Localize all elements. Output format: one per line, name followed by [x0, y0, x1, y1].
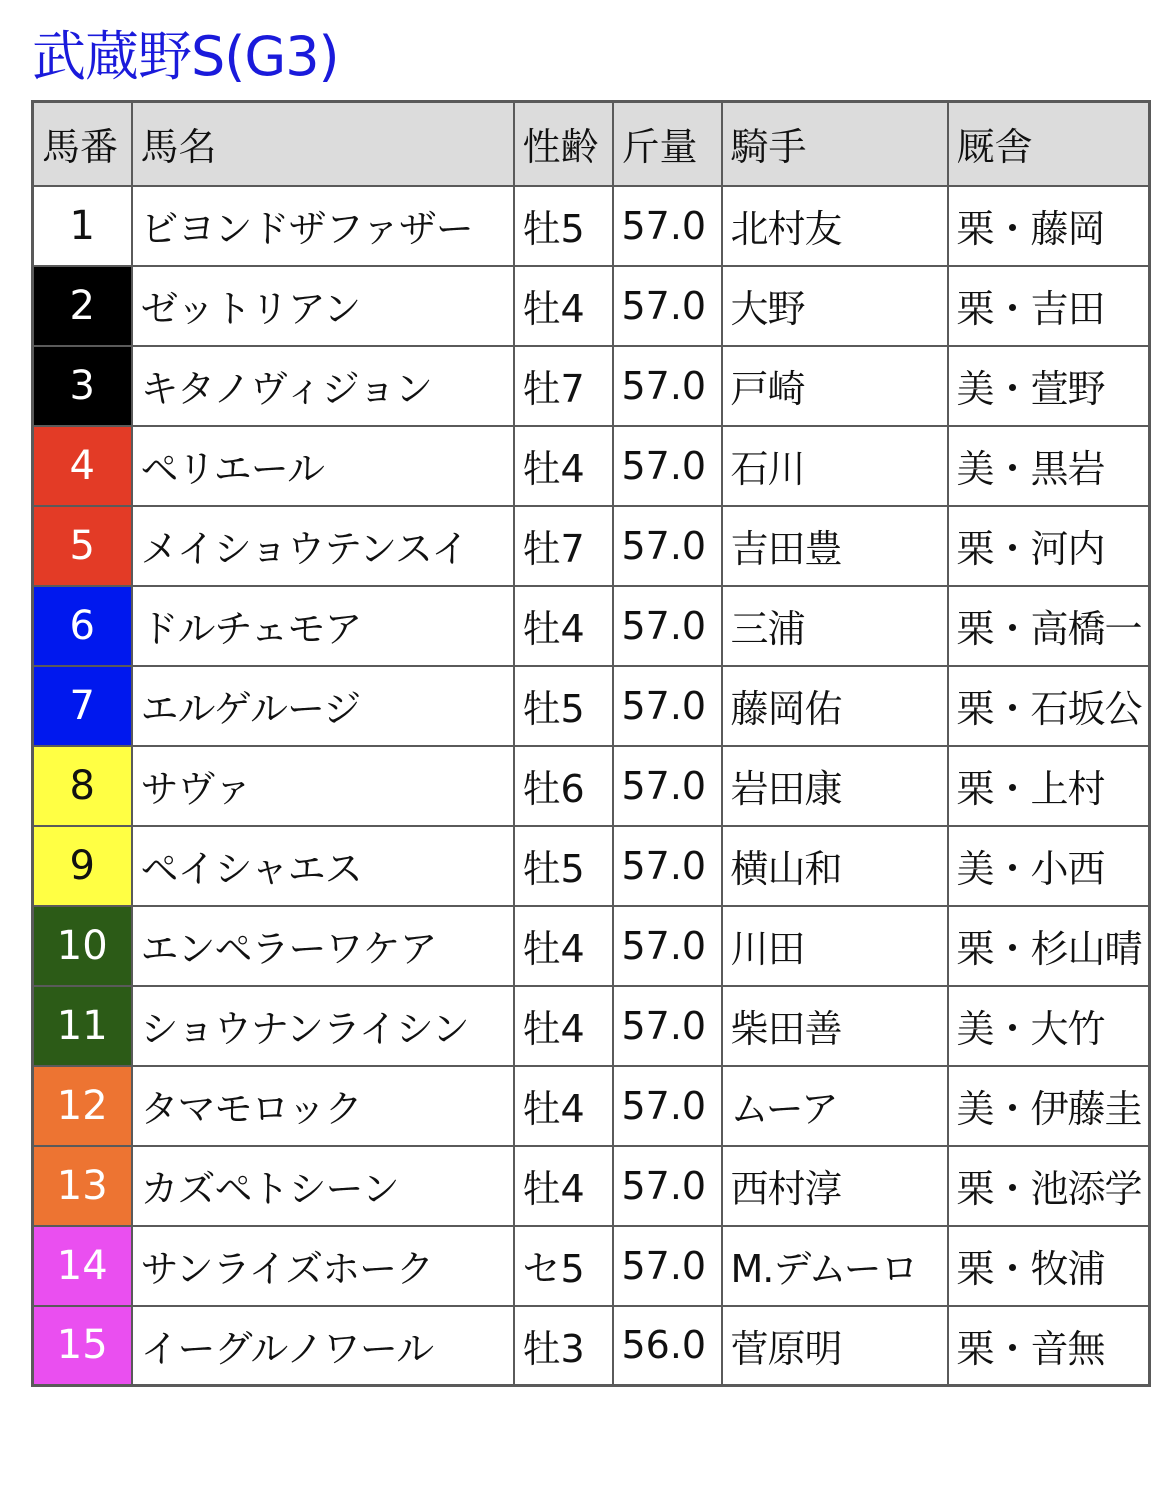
weight-cell: 56.0	[613, 1306, 722, 1386]
stable-cell: 栗・藤岡	[948, 186, 1150, 266]
weight-cell: 57.0	[613, 586, 722, 666]
jockey-cell: 岩田康	[722, 746, 948, 826]
jockey-cell: 西村淳	[722, 1146, 948, 1226]
jockey-cell: 石川	[722, 426, 948, 506]
stable-cell: 栗・牧浦	[948, 1226, 1150, 1306]
sex-age-cell: 牡5	[514, 186, 613, 266]
horse-number-cell: 12	[33, 1066, 132, 1146]
table-row	[33, 1066, 1150, 1146]
weight-cell: 57.0	[613, 666, 722, 746]
sex-age-cell: 牡4	[514, 1066, 613, 1146]
horse-name-cell: キタノヴィジョン	[132, 346, 514, 426]
horse-name-cell: サヴァ	[132, 746, 514, 826]
horse-name-cell: エルゲルージ	[132, 666, 514, 746]
sex-age-cell: 牡4	[514, 426, 613, 506]
weight-cell: 57.0	[613, 826, 722, 906]
stable-cell: 栗・高橋一	[948, 586, 1150, 666]
weight-cell: 57.0	[613, 1146, 722, 1226]
jockey-cell: 三浦	[722, 586, 948, 666]
table-row	[33, 1306, 1150, 1386]
sex-age-cell: 牡4	[514, 266, 613, 346]
table-row	[33, 186, 1150, 266]
horse-number-cell: 13	[33, 1146, 132, 1226]
weight-cell: 57.0	[613, 1066, 722, 1146]
header-sex-age: 性齢	[514, 102, 613, 186]
horse-name-cell: サンライズホーク	[132, 1226, 514, 1306]
horse-number-cell: 4	[33, 426, 132, 506]
horse-number-cell: 14	[33, 1226, 132, 1306]
table-row	[33, 1226, 1150, 1306]
horse-number-cell: 3	[33, 346, 132, 426]
weight-cell: 57.0	[613, 906, 722, 986]
table-header	[33, 102, 1150, 186]
horse-name-cell: ペリエール	[132, 426, 514, 506]
jockey-cell: 川田	[722, 906, 948, 986]
stable-cell: 栗・上村	[948, 746, 1150, 826]
horse-name-cell: ビヨンドザファザー	[132, 186, 514, 266]
table-body	[33, 186, 1150, 1386]
table-row	[33, 426, 1150, 506]
page-title: 武蔵野S(G3)	[32, 25, 339, 88]
horse-number-cell: 5	[33, 506, 132, 586]
entries-table	[31, 100, 1151, 1387]
jockey-cell: 大野	[722, 266, 948, 346]
table-row	[33, 826, 1150, 906]
sex-age-cell: 牡4	[514, 986, 613, 1066]
table-row	[33, 346, 1150, 426]
jockey-cell: ムーア	[722, 1066, 948, 1146]
horse-name-cell: メイショウテンスイ	[132, 506, 514, 586]
horse-name-cell: ゼットリアン	[132, 266, 514, 346]
horse-name-cell: カズペトシーン	[132, 1146, 514, 1226]
table-row	[33, 906, 1150, 986]
stable-cell: 栗・杉山晴	[948, 906, 1150, 986]
sex-age-cell: 牡7	[514, 346, 613, 426]
table-row	[33, 586, 1150, 666]
stable-cell: 栗・吉田	[948, 266, 1150, 346]
header-stable: 厩舎	[948, 102, 1150, 186]
weight-cell: 57.0	[613, 1226, 722, 1306]
horse-name-cell: ペイシャエス	[132, 826, 514, 906]
sex-age-cell: 牡4	[514, 906, 613, 986]
header-weight: 斤量	[613, 102, 722, 186]
stable-cell: 栗・音無	[948, 1306, 1150, 1386]
horse-number-cell: 9	[33, 826, 132, 906]
sex-age-cell: 牡5	[514, 826, 613, 906]
horse-name-cell: ドルチェモア	[132, 586, 514, 666]
stable-cell: 美・伊藤圭	[948, 1066, 1150, 1146]
jockey-cell: M.デムーロ	[722, 1226, 948, 1306]
header-row	[33, 102, 1150, 186]
sex-age-cell: セ5	[514, 1226, 613, 1306]
sex-age-cell: 牡5	[514, 666, 613, 746]
jockey-cell: 藤岡佑	[722, 666, 948, 746]
jockey-cell: 横山和	[722, 826, 948, 906]
table-row	[33, 666, 1150, 746]
jockey-cell: 吉田豊	[722, 506, 948, 586]
weight-cell: 57.0	[613, 986, 722, 1066]
horse-number-cell: 11	[33, 986, 132, 1066]
table-row	[33, 266, 1150, 346]
jockey-cell: 菅原明	[722, 1306, 948, 1386]
horse-number-cell: 15	[33, 1306, 132, 1386]
stable-cell: 栗・石坂公	[948, 666, 1150, 746]
jockey-cell: 戸崎	[722, 346, 948, 426]
stable-cell: 美・大竹	[948, 986, 1150, 1066]
horse-name-cell: タマモロック	[132, 1066, 514, 1146]
header-jockey: 騎手	[722, 102, 948, 186]
sex-age-cell: 牡7	[514, 506, 613, 586]
jockey-cell: 柴田善	[722, 986, 948, 1066]
horse-number-cell: 6	[33, 586, 132, 666]
horse-number-cell: 7	[33, 666, 132, 746]
sex-age-cell: 牡6	[514, 746, 613, 826]
horse-number-cell: 8	[33, 746, 132, 826]
horse-name-cell: エンペラーワケア	[132, 906, 514, 986]
table-row	[33, 506, 1150, 586]
horse-number-cell: 2	[33, 266, 132, 346]
table-row	[33, 746, 1150, 826]
sex-age-cell: 牡3	[514, 1306, 613, 1386]
header-number: 馬番	[33, 102, 132, 186]
table-row	[33, 1146, 1150, 1226]
jockey-cell: 北村友	[722, 186, 948, 266]
horse-name-cell: ショウナンライシン	[132, 986, 514, 1066]
stable-cell: 美・小西	[948, 826, 1150, 906]
table-row	[33, 986, 1150, 1066]
horse-number-cell: 1	[33, 186, 132, 266]
weight-cell: 57.0	[613, 266, 722, 346]
weight-cell: 57.0	[613, 746, 722, 826]
sex-age-cell: 牡4	[514, 1146, 613, 1226]
weight-cell: 57.0	[613, 426, 722, 506]
header-name: 馬名	[132, 102, 514, 186]
stable-cell: 美・萱野	[948, 346, 1150, 426]
sex-age-cell: 牡4	[514, 586, 613, 666]
weight-cell: 57.0	[613, 346, 722, 426]
stable-cell: 栗・河内	[948, 506, 1150, 586]
stable-cell: 美・黒岩	[948, 426, 1150, 506]
horse-number-cell: 10	[33, 906, 132, 986]
weight-cell: 57.0	[613, 506, 722, 586]
horse-name-cell: イーグルノワール	[132, 1306, 514, 1386]
stable-cell: 栗・池添学	[948, 1146, 1150, 1226]
weight-cell: 57.0	[613, 186, 722, 266]
